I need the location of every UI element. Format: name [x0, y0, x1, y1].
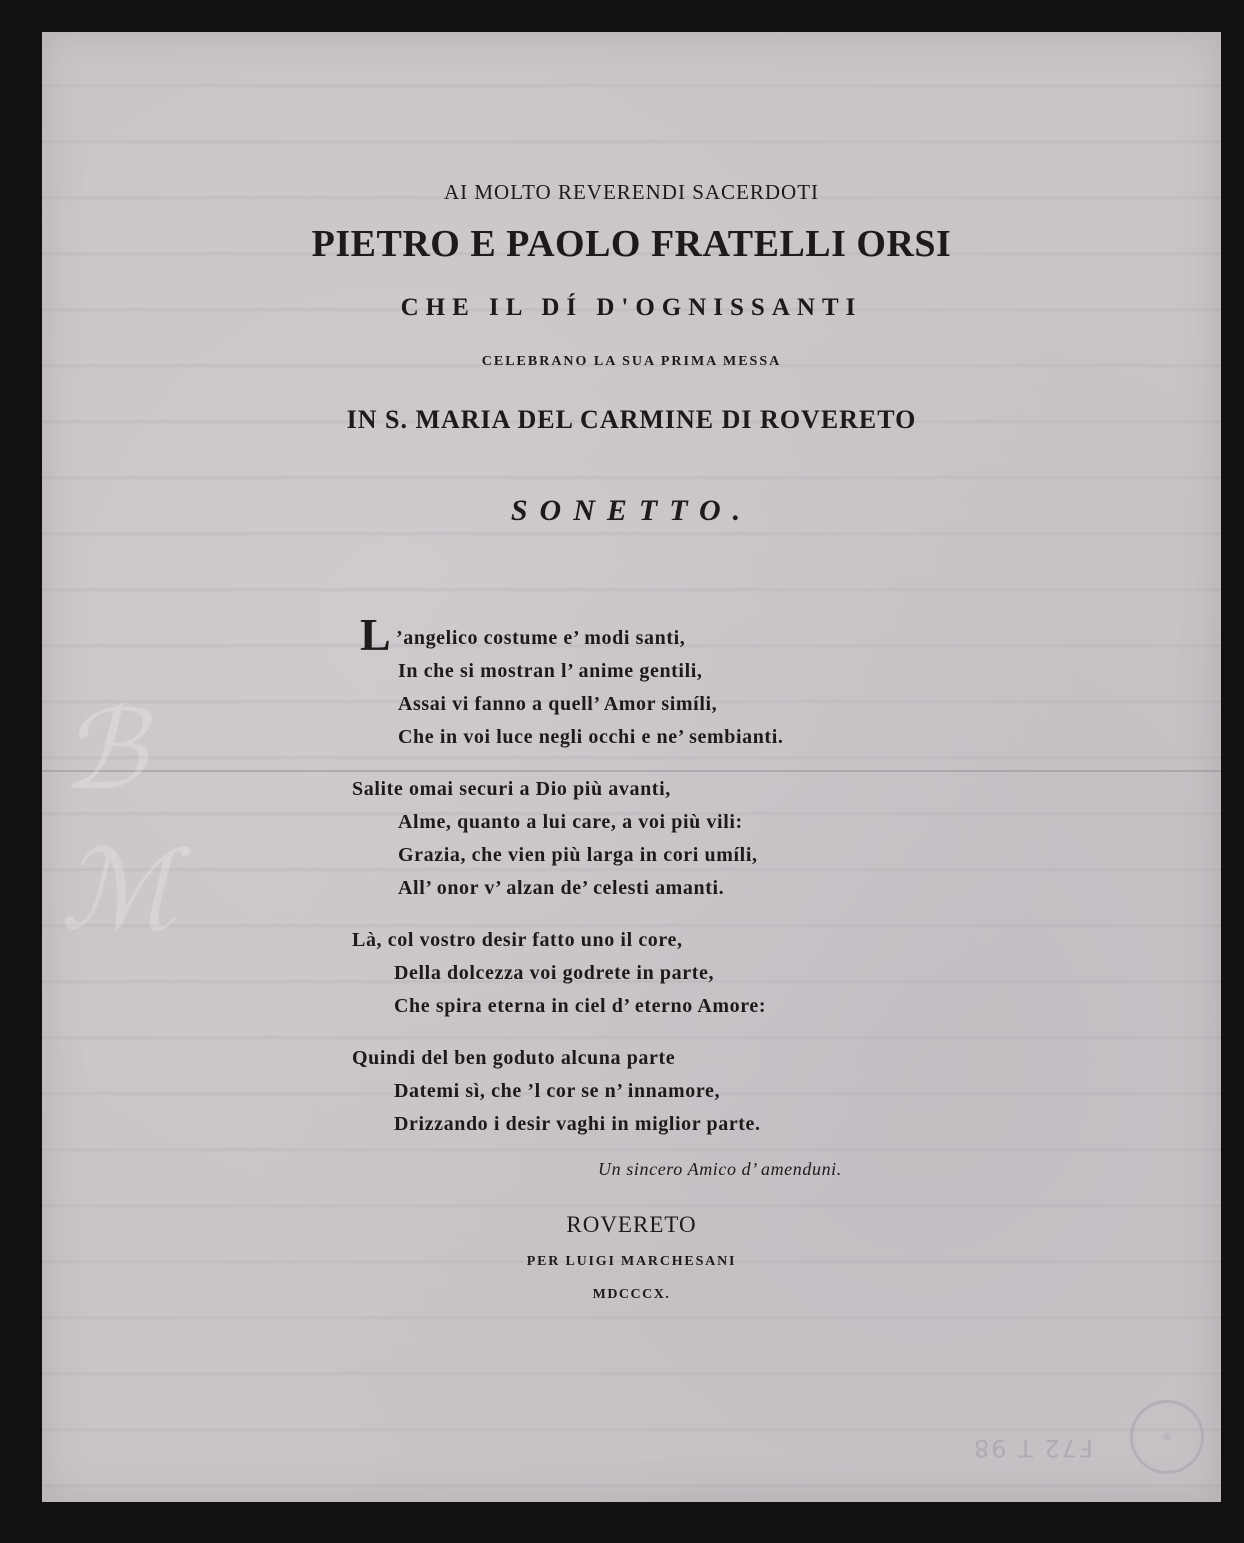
poem-line: Datemi sì, che ’l cor se n’ innamore, [394, 1080, 721, 1102]
stanza-1 [352, 610, 912, 754]
signature-line: Un sincero Amico d’ amenduni. [598, 1159, 842, 1179]
shelfmark: F72 T 98 [972, 1434, 1093, 1462]
poem-line: Della dolcezza voi godrete in parte, [394, 962, 715, 984]
place-line: IN S. MARIA DEL CARMINE DI ROVERETO [346, 405, 917, 434]
imprint-year: MDCCCX. [592, 1287, 671, 1302]
drop-cap: L [360, 609, 392, 660]
poem-line: ’angelico costume e’ modi santi, [396, 627, 686, 649]
poem-line: In che si mostran l’ anime gentili, [398, 660, 703, 682]
imprint-printer: PER LUIGI MARCHESANI [526, 1254, 737, 1269]
poem-line: Alme, quanto a lui care, a voi più vili: [398, 811, 743, 833]
library-stamp-icon: ◎ [1130, 1400, 1204, 1474]
stanza-3 [352, 924, 912, 1023]
imprint-city: ROVERETO [566, 1212, 697, 1237]
poem-line: All’ onor v’ alzan de’ celesti amanti. [398, 877, 725, 899]
dedication-line: AI MOLTO REVERENDI SACERDOTI [443, 180, 820, 204]
stanza-4 [352, 1042, 912, 1141]
sonnet [352, 610, 912, 1160]
poem-line: Là, col vostro desir fatto uno il core, [352, 929, 683, 951]
poem-line: Assai vi fanno a quell’ Amor simíli, [398, 693, 718, 715]
event-line: CELEBRANO LA SUA PRIMA MESSA [481, 354, 782, 369]
honorees-title: PIETRO E PAOLO FRATELLI ORSI [311, 223, 952, 265]
watermark-monogram-icon: ℬ ℳ [60, 686, 178, 954]
genre-heading: SONETTO. [510, 494, 753, 527]
poem-line: Quindi del ben goduto alcuna parte [352, 1047, 676, 1069]
poem-line: Salite omai securi a Dio più avanti, [352, 778, 671, 800]
poem-line: Che in voi luce negli occhi e ne’ sembianti. [398, 726, 784, 748]
poem-line: Drizzando i desir vaghi in miglior parte. [394, 1113, 761, 1135]
poem-line: Che spira eterna in ciel d’ eterno Amore: [394, 995, 767, 1017]
stanza-2 [352, 773, 912, 905]
document-sheet [42, 32, 1221, 1502]
occasion-line: CHE IL DÍ D'OGNISSANTI [400, 294, 863, 321]
poem-line: Grazia, che vien più larga in cori umíli, [398, 844, 758, 866]
